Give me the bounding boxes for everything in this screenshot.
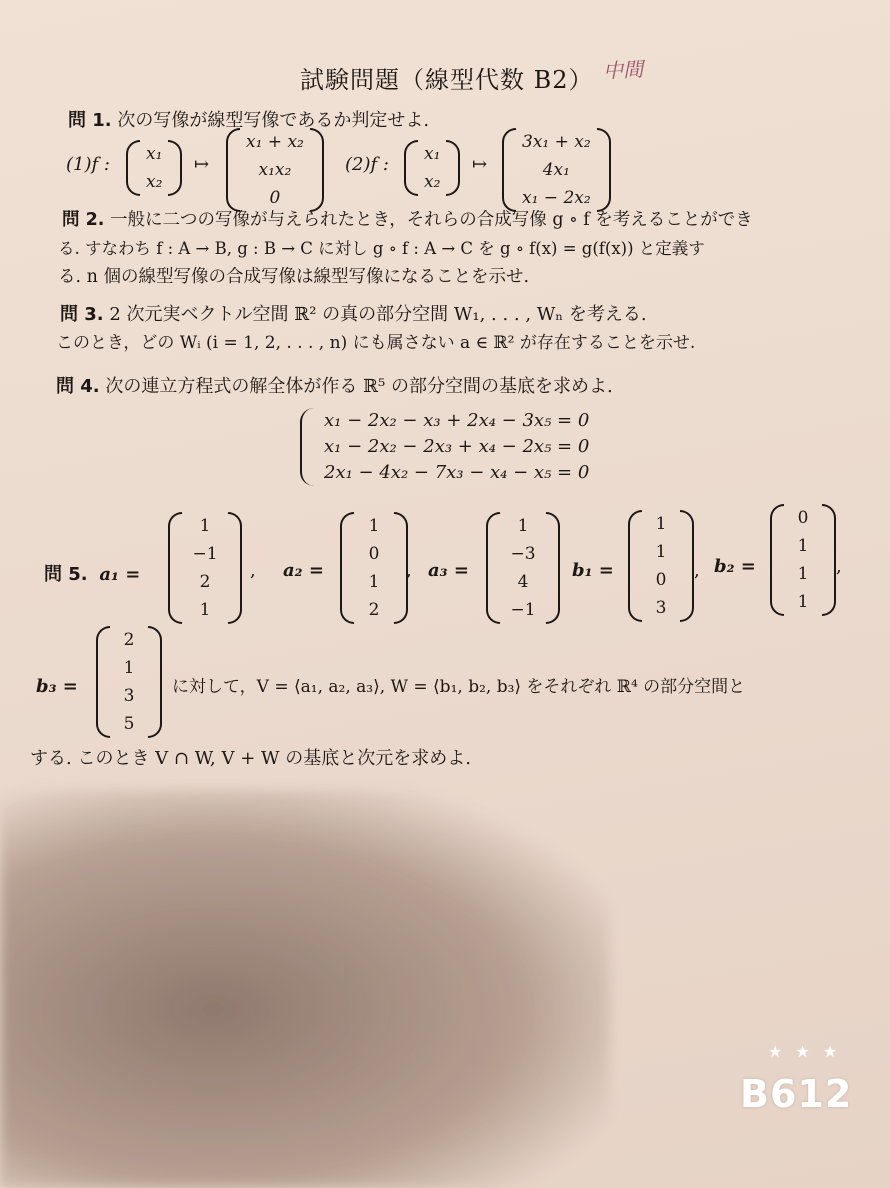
vector-entry: 5 (123, 714, 135, 734)
vector-a3 (486, 512, 560, 624)
equation: x₁ − 2x₂ − 2x₃ + x₄ − 2x₅ = 0 (324, 436, 590, 457)
q4-label: 問 4. (56, 376, 100, 397)
vector-entry: 0 (269, 188, 281, 208)
q4-equation-system (300, 408, 589, 486)
vector-entry: 1 (517, 516, 529, 536)
q1-part2-input-vector (404, 140, 460, 196)
a1-label: a₁ = (99, 564, 141, 585)
vector-b1 (628, 510, 694, 622)
vector-entry: x₁ − 2x₂ (522, 188, 591, 208)
vector-entry: −3 (510, 544, 536, 564)
q5-text-1: に対して，V = ⟨a₁, a₂, a₃⟩, W = ⟨b₁, b₂, b₃⟩ をそれぞれ ℝ⁴ の部分空間と (172, 677, 746, 697)
handwritten-note: 中間 (602, 56, 644, 84)
q2-line-1 (62, 206, 753, 231)
vector-entry: 3 (123, 686, 135, 706)
vector-entry: −1 (192, 544, 218, 564)
a3-label: a₃ = (428, 560, 469, 581)
watermark-logo: B612 (740, 1072, 853, 1116)
vector-entry: 1 (368, 516, 380, 536)
hand-shadow (0, 790, 610, 1188)
vector-entry: 2 (199, 572, 211, 592)
vector-entry: 1 (199, 516, 211, 536)
q5-label: 問 5. (44, 564, 88, 585)
brace-icon (300, 408, 316, 486)
q1-part2-output-vector (502, 128, 611, 212)
q2-line-2: る. すなわち f : A → B, g : B → C に対し g ∘ f : A → C を g ∘ f(x) = g(f(x)) と定義す (58, 239, 705, 258)
vector-a2 (340, 512, 408, 624)
vector-entry: 3 (655, 598, 667, 618)
vector-entry: 4 (517, 572, 529, 592)
vector-entry: 1 (655, 514, 667, 534)
maps-to-arrow: ↦ (194, 154, 210, 175)
q1-label: 問 1. (68, 110, 112, 131)
comma: , (250, 560, 256, 581)
equation: x₁ − 2x₂ − x₃ + 2x₄ − 3x₅ = 0 (324, 410, 590, 431)
a2-label: a₂ = (283, 560, 324, 581)
q3-line-1 (60, 300, 647, 326)
q1-text: 次の写像が線型写像であるか判定せよ. (117, 110, 430, 131)
vector-b2 (770, 504, 836, 616)
vector-entry: 0 (797, 508, 809, 528)
vector-entry: 1 (123, 658, 135, 678)
comma: , (406, 560, 412, 581)
vector-entry: 0 (368, 544, 380, 564)
star-icon: ★ ★ ★ (768, 1042, 842, 1061)
b2-label: b₂ = (714, 556, 756, 577)
vector-entry: x₁ (424, 144, 441, 164)
vector-entry: 1 (797, 592, 809, 612)
vector-entry: 1 (655, 542, 667, 562)
vector-entry: x₁x₂ (258, 160, 292, 180)
q4-text: 次の連立方程式の解全体が作る ℝ⁵ の部分空間の基底を求めよ. (105, 376, 613, 397)
vector-entry: −1 (510, 600, 536, 620)
vector-entry: 2 (368, 600, 380, 620)
q2-label: 問 2. (62, 210, 105, 230)
vector-entry: 3x₁ + x₂ (522, 132, 591, 152)
vector-entry: 4x₁ (542, 160, 570, 180)
vector-entry: x₂ (424, 172, 441, 192)
vector-entry: x₁ (146, 144, 163, 164)
q1-part1-prefix: (1)f : (66, 154, 110, 175)
b3-label: b₃ = (36, 676, 78, 697)
q3-label: 問 3. (60, 304, 104, 325)
vector-entry: 1 (368, 572, 380, 592)
maps-to-arrow: ↦ (472, 154, 488, 175)
q2-line-3: る. n 個の線型写像の合成写像は線型写像になることを示せ. (58, 267, 530, 287)
q1-part1-input-vector (126, 140, 182, 196)
vector-entry: x₁ + x₂ (246, 132, 304, 152)
vector-entry: 1 (199, 600, 211, 620)
vector-a1 (168, 512, 242, 624)
vector-b3 (96, 626, 162, 738)
vector-entry: 0 (655, 570, 667, 590)
q5-text-2: する. このとき V ∩ W, V + W の基底と次元を求めよ. (30, 748, 471, 769)
q4-prompt (56, 372, 613, 398)
equation: 2x₁ − 4x₂ − 7x₃ − x₄ − x₅ = 0 (324, 462, 590, 483)
q1-part2-prefix: (2)f : (345, 154, 389, 175)
q3-text: 2 次元実ベクトル空間 ℝ² の真の部分空間 W₁, . . . , Wₙ を考える. (109, 304, 647, 325)
vector-entry: x₂ (146, 172, 163, 192)
q5-label-row (44, 560, 140, 586)
comma: , (694, 560, 700, 581)
q1-part1-output-vector (226, 128, 324, 212)
q2-text: 一般に二つの写像が与えられたとき，それらの合成写像 g ∘ f を考えることができ (110, 210, 753, 230)
vector-entry: 1 (797, 564, 809, 584)
page-title: 試験問題（線型代数 B2） (300, 66, 594, 94)
q3-line-2: このとき，どの Wᵢ (i = 1, 2, . . . , n) にも属さない a ∈ ℝ² が存在することを示せ. (56, 333, 696, 353)
vector-entry: 2 (123, 630, 135, 650)
vector-entry: 1 (797, 536, 809, 556)
b1-label: b₁ = (572, 560, 614, 581)
comma: , (836, 556, 842, 577)
